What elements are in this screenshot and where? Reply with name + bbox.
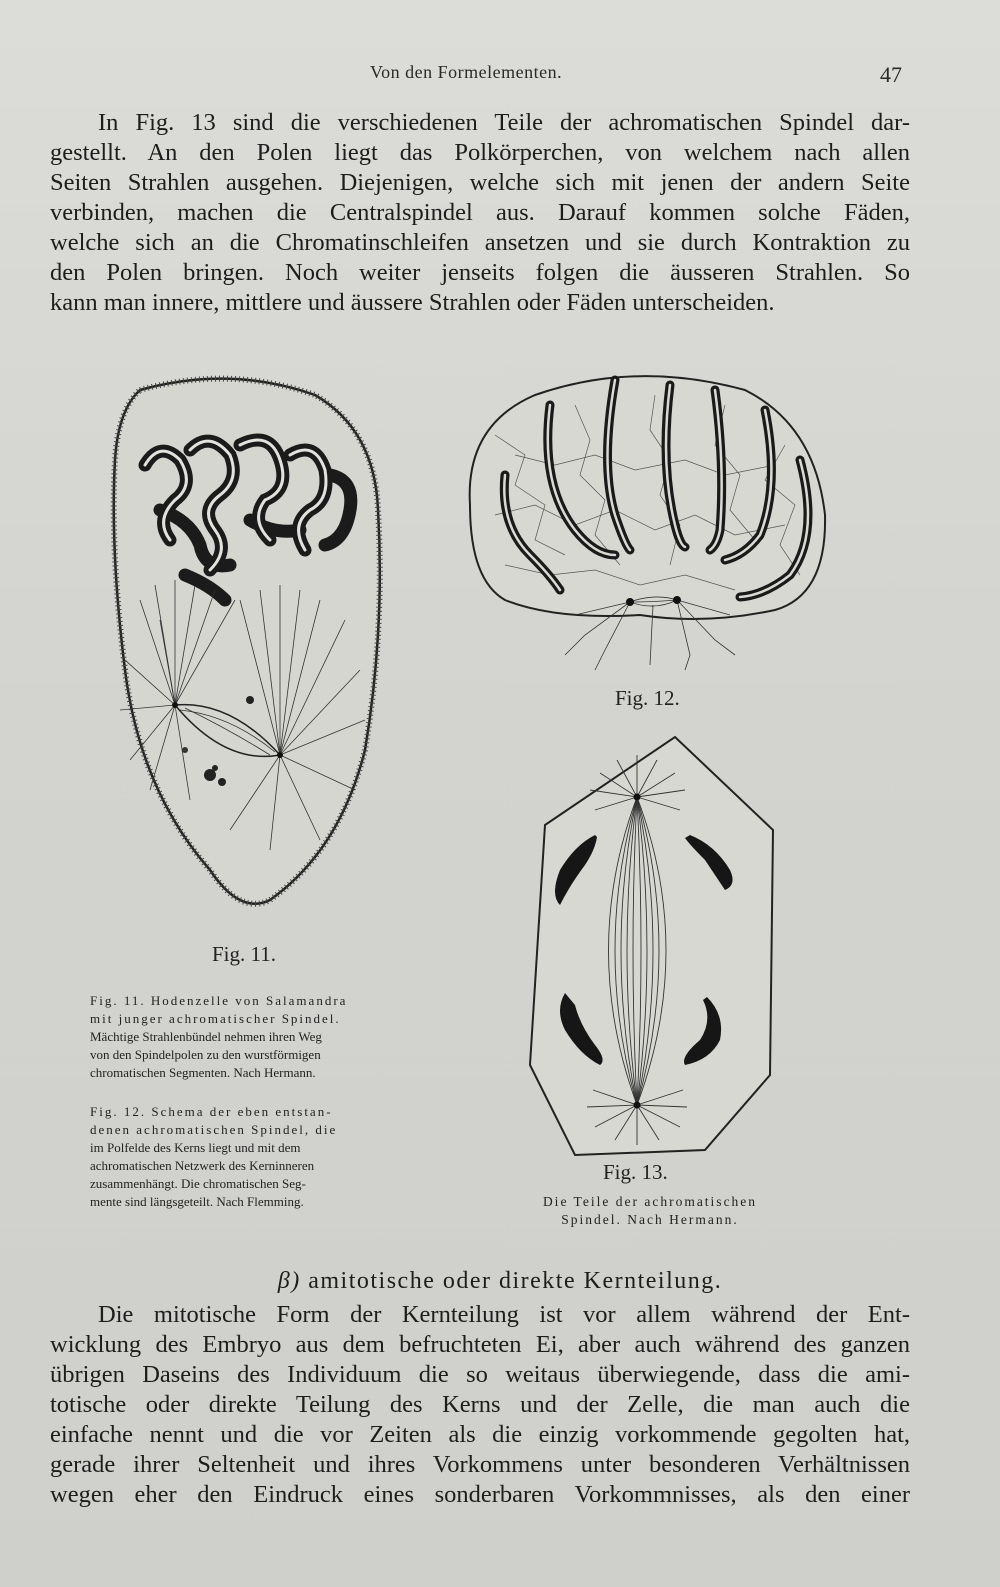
caption-line: Die Teile der achromatischen [542, 1194, 758, 1209]
fig11-caption [90, 992, 400, 1082]
fig13-caption [505, 1193, 795, 1229]
fig12-label: Fig. 12. [615, 686, 680, 710]
caption-line: mente sind längsgeteilt. Nach Flemming. [90, 1194, 304, 1209]
intro-paragraph [50, 108, 910, 318]
text-line: welche sich an die Chromatinschleifen ansetzen und sie durch Kontraktion zu [50, 229, 910, 256]
caption-line: achromatischen Netzwerk des Kerninneren [90, 1158, 315, 1173]
text-line: In Fig. 13 sind die verschiedenen Teile der achromatischen Spindel dar- [98, 109, 910, 136]
text-line: gestellt. An den Polen liegt das Polkörperchen, von welchem nach allen [50, 139, 910, 166]
fig13-label: Fig. 13. [603, 1160, 668, 1184]
text-line: Seiten Strahlen ausgehen. Diejenigen, welche sich mit jenen der andern Seite [50, 169, 910, 196]
caption-line: Mächtige Strahlenbündel nehmen ihren Weg [90, 1029, 322, 1044]
fig11-illustration [100, 370, 390, 910]
fig13-illustration [525, 735, 775, 1160]
section-marker: β) [277, 1268, 301, 1294]
caption-line: Fig. 11. Hodenzelle von Salamandra [90, 993, 348, 1008]
caption-line: zusammenhängt. Die chromatischen Seg- [90, 1176, 306, 1191]
section-heading [0, 1268, 1000, 1295]
text-line: wegen eher den Eindruck eines sonderbaren Vorkommnisses, als den einer [50, 1481, 910, 1508]
caption-line: Spindel. Nach Hermann. [561, 1212, 739, 1227]
caption-line: von den Spindelpolen zu den wurstförmigen [90, 1047, 321, 1062]
fig12-illustration [455, 365, 830, 675]
text-line: den Polen bringen. Noch weiter jenseits folgen die äusseren Strahlen. So [50, 259, 910, 286]
text-line: einfache nennt und die vor Zeiten als die einzig vorkommende gegolten hat, [50, 1421, 910, 1448]
text-line: verbinden, machen die Centralspindel aus. Darauf kommen solche Fäden, [50, 199, 910, 226]
caption-line: Fig. 12. Schema der eben entstan- [90, 1104, 333, 1119]
fig11-label: Fig. 11. [212, 942, 276, 966]
caption-line: denen achromatischen Spindel, die [90, 1122, 338, 1137]
section-title: amitotische oder direkte Kernteilung. [308, 1268, 723, 1294]
text-line: gerade ihrer Seltenheit und ihres Vorkommens unter besonderen Verhältnissen [50, 1451, 910, 1478]
text-line: totische oder direkte Teilung des Kerns und der Zelle, die man auch die [50, 1391, 910, 1418]
text-line: übrigen Daseins des Individuum die so weitaus überwiegende, dass die ami- [50, 1361, 910, 1388]
caption-line: im Polfelde des Kerns liegt und mit dem [90, 1140, 301, 1155]
page-number: 47 [880, 62, 902, 87]
text-line: Die mitotische Form der Kernteilung ist vor allem während der Ent- [98, 1301, 910, 1328]
fig12-caption [90, 1103, 400, 1211]
caption-line: mit junger achromatischer Spindel. [90, 1011, 341, 1026]
body-paragraph [50, 1300, 910, 1510]
text-line: kann man innere, mittlere und äussere Strahlen oder Fäden unterscheiden. [50, 289, 775, 316]
caption-line: chromatischen Segmenten. Nach Hermann. [90, 1065, 316, 1080]
running-head: Von den Formelementen. [370, 62, 563, 82]
text-line: wicklung des Embryo aus dem befruchteten Ei, aber auch während des ganzen [50, 1331, 910, 1358]
